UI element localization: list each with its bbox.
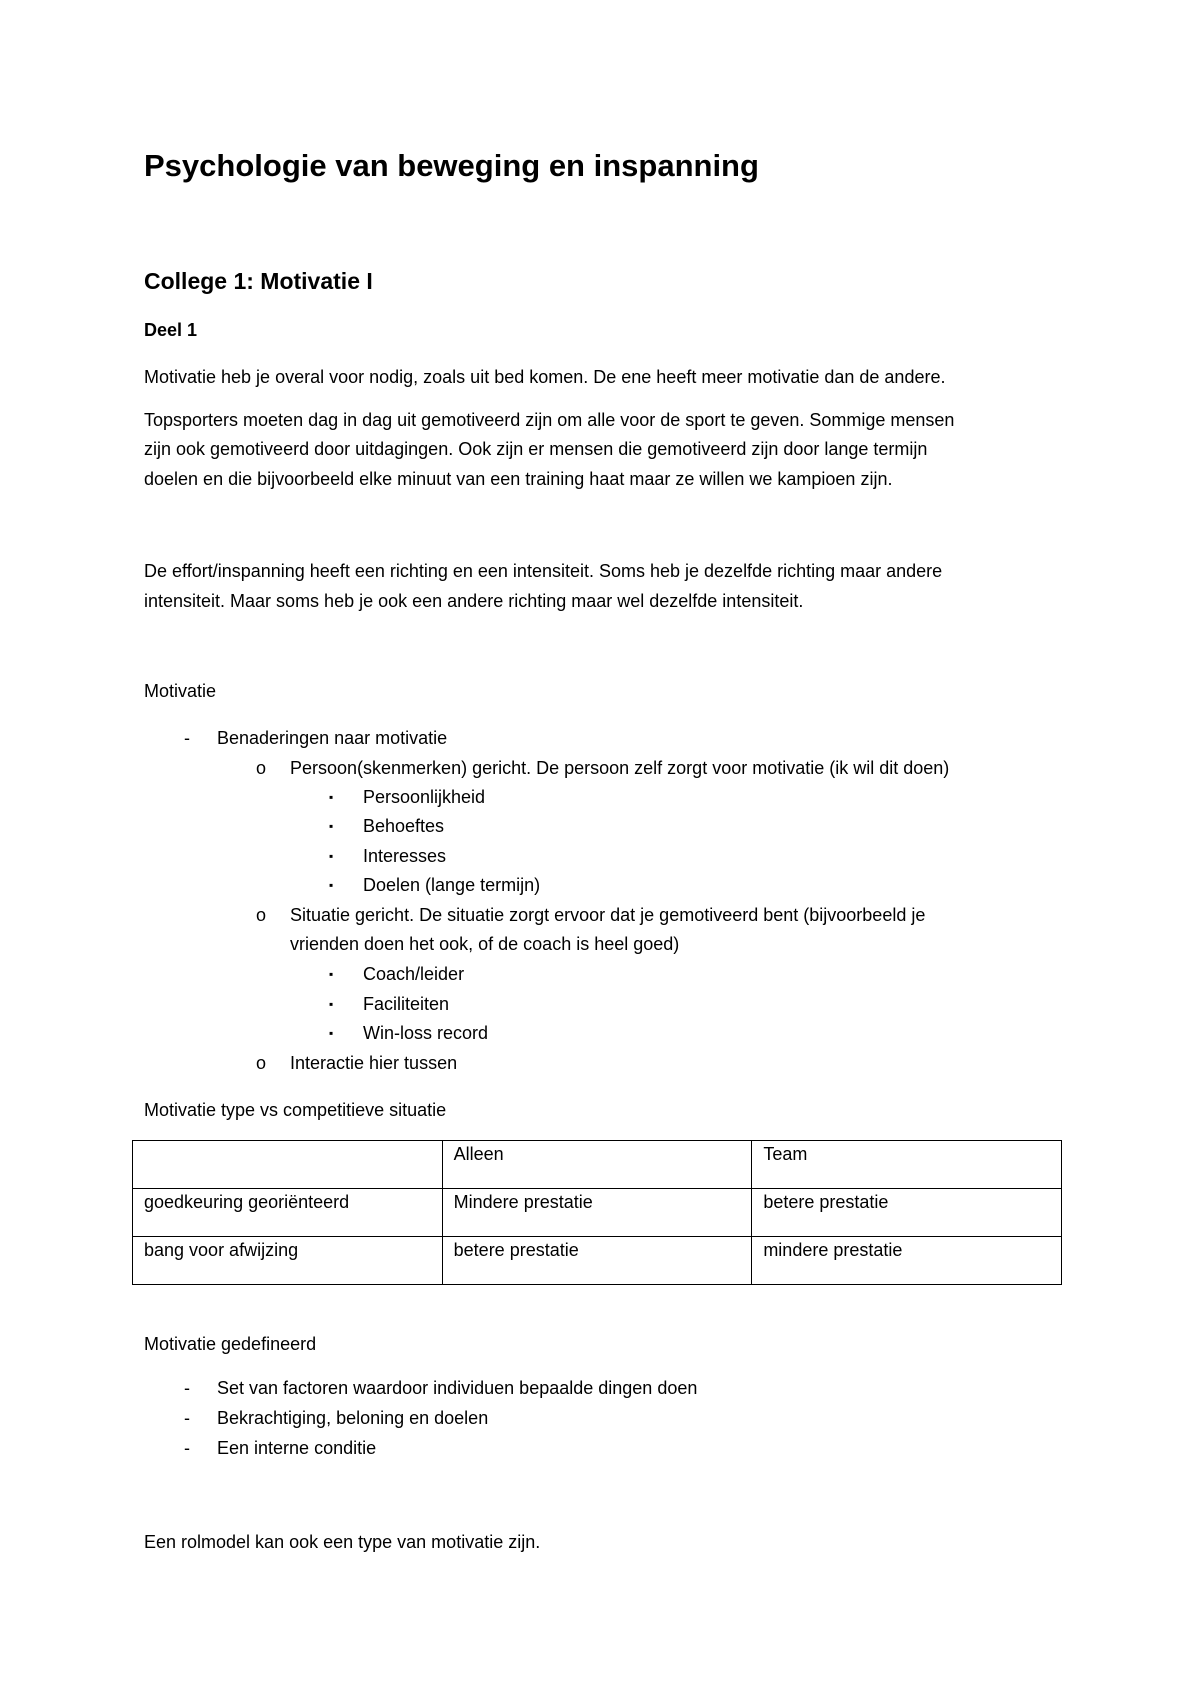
paragraph-line: De effort/inspanning heeft een richting en een intensiteit. Soms heb je dezelfde richting maar andere [144, 561, 943, 581]
list-item-continuation: vrienden doen het ook, of de coach is heel goed) [290, 934, 680, 954]
paragraph-line: intensiteit. Maar soms heb je ook een andere richting maar wel dezelfde intensiteit. [144, 591, 804, 611]
list-item: Win-loss record [363, 1023, 489, 1043]
list-item: Bekrachtiging, beloning en doelen [217, 1408, 489, 1428]
list-item: Interactie hier tussen [290, 1053, 458, 1073]
table-cell: betere prestatie [752, 1189, 1062, 1237]
paragraph-line: zijn ook gemotiveerd door uitdagingen. Ook zijn er mensen die gemotiveerd zijn door lange termijn [144, 439, 928, 459]
list-item: Benaderingen naar motivatie [217, 728, 448, 748]
dash-marker: - [184, 1378, 190, 1398]
table-header-row [133, 1141, 1062, 1189]
list-item: Situatie gericht. De situatie zorgt ervoor dat je gemotiveerd bent (bijvoorbeeld je [290, 905, 926, 925]
table-row [133, 1237, 1062, 1285]
table-caption: Motivatie type vs competitieve situatie [144, 1100, 447, 1120]
list-item: Behoeftes [363, 816, 445, 836]
table-cell: goedkeuring georiënteerd [133, 1189, 443, 1237]
list-item: Interesses [363, 846, 447, 866]
square-marker: ▪ [329, 849, 334, 863]
circle-marker: o [256, 905, 267, 925]
square-marker: ▪ [329, 997, 334, 1011]
square-marker: ▪ [329, 790, 334, 804]
list-item: Persoon(skenmerken) gericht. De persoon zelf zorgt voor motivatie (ik wil dit doen) [290, 758, 950, 778]
list-item: Faciliteiten [363, 994, 450, 1014]
table-cell: Mindere prestatie [442, 1189, 752, 1237]
table-header-cell: Team [752, 1141, 1062, 1189]
square-marker: ▪ [329, 967, 334, 981]
college-heading: College 1: Motivatie I [144, 268, 373, 294]
section-heading-gedefinieerd: Motivatie gedefineerd [144, 1334, 317, 1354]
list-item: Persoonlijkheid [363, 787, 486, 807]
table-header-cell: Alleen [442, 1141, 752, 1189]
part-heading: Deel 1 [144, 320, 198, 340]
dash-marker: - [184, 1408, 190, 1428]
circle-marker: o [256, 1053, 267, 1073]
table-cell: mindere prestatie [752, 1237, 1062, 1285]
paragraph-line: Topsporters moeten dag in dag uit gemotiveerd zijn om alle voor de sport te geven. Sommige mensen [144, 410, 955, 430]
closing-sentence: Een rolmodel kan ook een type van motivatie zijn. [144, 1532, 541, 1552]
list-item: Een interne conditie [217, 1438, 377, 1458]
motivation-table [132, 1140, 1062, 1285]
table-row [133, 1189, 1062, 1237]
list-item: Doelen (lange termijn) [363, 875, 541, 895]
square-marker: ▪ [329, 878, 334, 892]
list-item: Coach/leider [363, 964, 465, 984]
paragraph-line: doelen en die bijvoorbeeld elke minuut van een training haat maar ze willen we kampioen zijn. [144, 469, 893, 489]
list-item: Set van factoren waardoor individuen bepaalde dingen doen [217, 1378, 698, 1398]
dash-marker: - [184, 728, 190, 748]
circle-marker: o [256, 758, 267, 778]
section-heading-motivatie: Motivatie [144, 681, 217, 701]
paragraph: Motivatie heb je overal voor nodig, zoals uit bed komen. De ene heeft meer motivatie dan de andere. [144, 367, 946, 387]
document-title: Psychologie van beweging en inspanning [144, 148, 759, 183]
table-header-cell [133, 1141, 443, 1189]
table-cell: bang voor afwijzing [133, 1237, 443, 1285]
table-cell: betere prestatie [442, 1237, 752, 1285]
dash-marker: - [184, 1438, 190, 1458]
square-marker: ▪ [329, 819, 334, 833]
square-marker: ▪ [329, 1026, 334, 1040]
